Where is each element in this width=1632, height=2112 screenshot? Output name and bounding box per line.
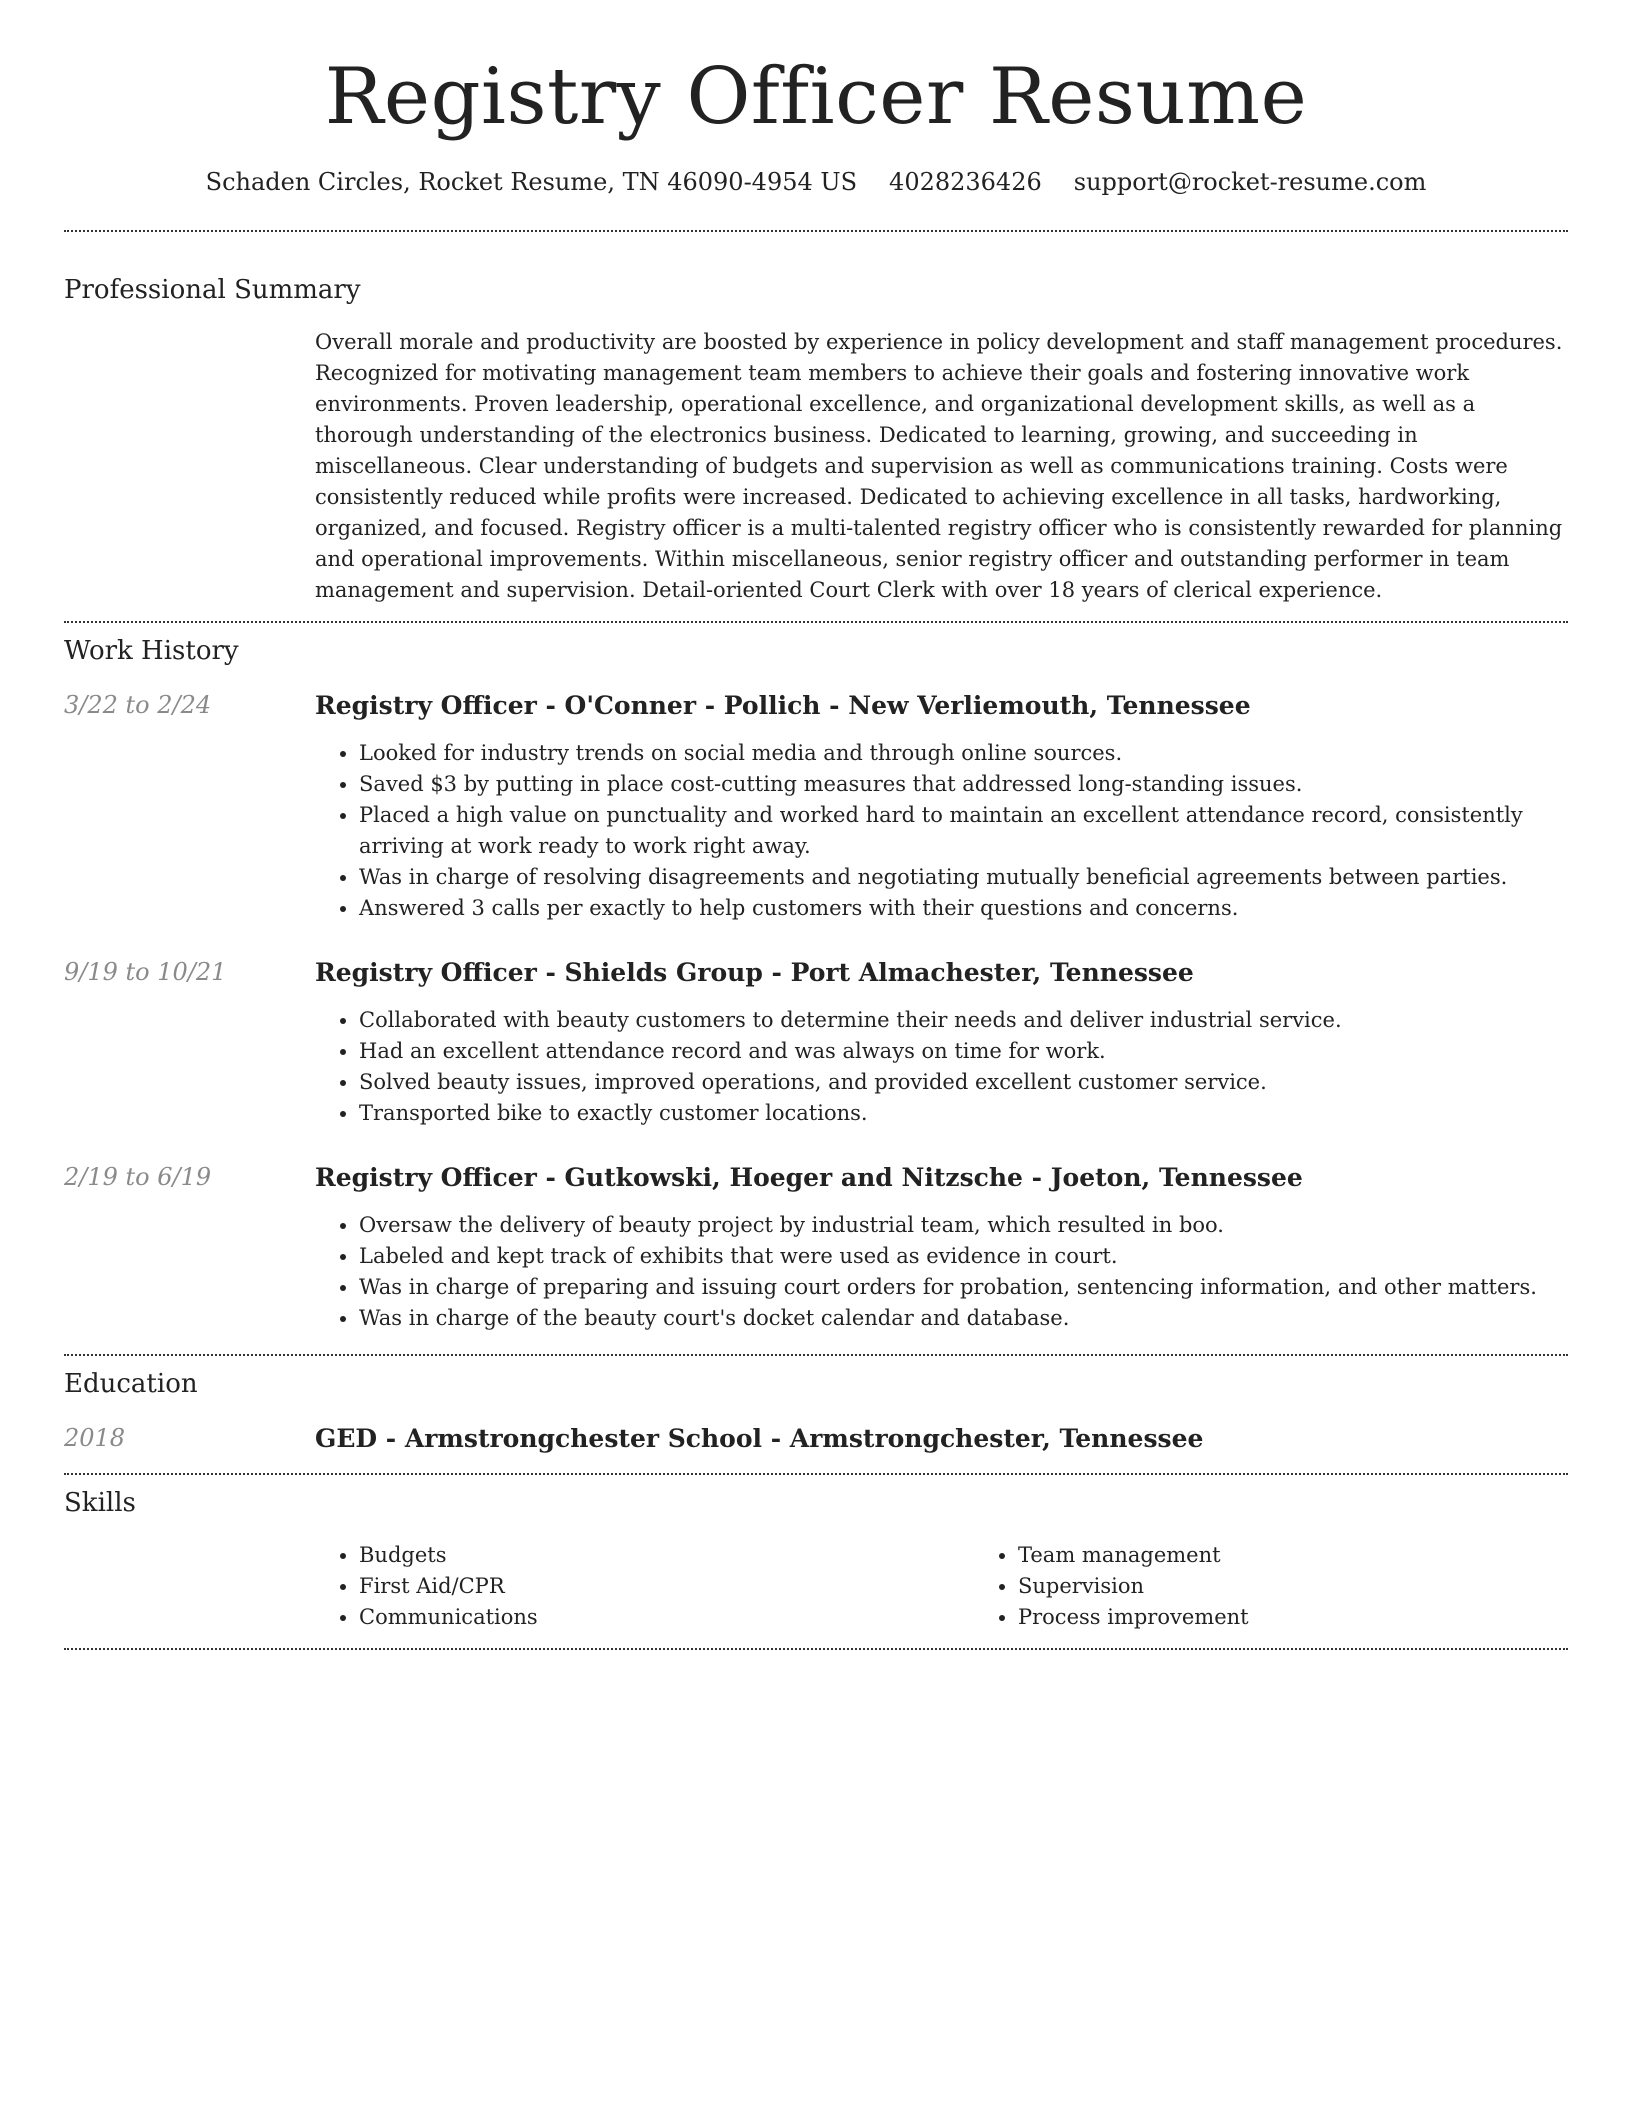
divider-work — [64, 1354, 1568, 1356]
summary-body — [315, 327, 1568, 606]
education-entry — [64, 1424, 1568, 1453]
job-bullet: • Oversaw the delivery of beauty project by industrial team, which resulted in boo. — [359, 1210, 1568, 1241]
job-dates: 2/19 to 6/19 — [64, 1163, 212, 1191]
education-year: 2018 — [64, 1424, 126, 1452]
skills-columns — [315, 1540, 1632, 1633]
job-entry — [64, 958, 1568, 1129]
summary-section — [64, 275, 1568, 606]
work-section — [64, 636, 1568, 1334]
job-body — [315, 958, 1568, 1129]
job-bullet: • Collaborated with beauty customers to determine their needs and deliver industrial service. — [359, 1005, 1568, 1036]
job-dates: 3/22 to 2/24 — [64, 691, 212, 719]
contact-email: support@rocket-resume.com — [1073, 168, 1427, 196]
skill-item: • Team management — [1018, 1540, 1632, 1571]
divider-education — [64, 1473, 1568, 1475]
skill-item: • First Aid/CPR — [359, 1571, 974, 1602]
job-bullet: • Was in charge of the beauty court's docket calendar and database. — [359, 1303, 1568, 1334]
job-title: Registry Officer - Shields Group - Port Almachester, Tennessee — [315, 958, 1194, 987]
job-bullet: • Placed a high value on punctuality and worked hard to maintain an excellent attendance record, consistently arriving at work ready to work right away. — [359, 800, 1568, 862]
job-bullets — [315, 1210, 1568, 1334]
divider-header — [64, 230, 1568, 232]
job-entry — [64, 691, 1568, 924]
work-heading: Work History — [64, 636, 239, 666]
education-degree: GED - Armstrongchester School - Armstrongchester, Tennessee — [315, 1424, 1204, 1453]
education-heading: Education — [64, 1369, 198, 1399]
divider-summary — [64, 621, 1568, 623]
job-bullet: • Looked for industry trends on social media and through online sources. — [359, 738, 1568, 769]
job-bullets — [315, 738, 1568, 924]
skill-item: • Process improvement — [1018, 1602, 1632, 1633]
skills-row — [64, 1540, 1568, 1633]
job-bullets — [315, 1005, 1568, 1129]
summary-heading: Professional Summary — [64, 275, 361, 305]
skills-list-left — [315, 1540, 974, 1633]
job-bullet: • Was in charge of resolving disagreements and negotiating mutually beneficial agreements between parties. — [359, 862, 1568, 893]
job-entry — [64, 1163, 1568, 1334]
job-bullet: • Labeled and kept track of exhibits that were used as evidence in court. — [359, 1241, 1568, 1272]
skills-list-right — [974, 1540, 1632, 1633]
job-title: Registry Officer - O'Conner - Pollich - New Verliemouth, Tennessee — [315, 691, 1251, 720]
education-section — [64, 1369, 1568, 1453]
contact-line — [64, 168, 1568, 196]
summary-row — [64, 327, 1568, 606]
skill-item: • Communications — [359, 1602, 974, 1633]
skills-heading: Skills — [64, 1488, 136, 1518]
summary-text: Overall morale and productivity are boosted by experience in policy development and staff management procedures. Recognized for motivating management team members to achieve their goals and fostering innovative work environments. Proven leadership, operational excellence, and organizational development skills, as well as a thorough understanding of the electronics business. Dedicated to learning, growing, and succeeding in miscellaneous. Clear understanding of budgets and supervision as well as communications training. Costs were consistently reduced while profits were increased. Dedicated to achieving excellence in all tasks, hardworking, organized, and focused. Registry officer is a multi-talented registry officer who is consistently rewarded for planning and operational improvements. Within miscellaneous, senior registry officer and outstanding performer in team management and supervision. Detail-oriented Court Clerk with over 18 years of clerical experience. — [315, 330, 1563, 602]
job-bullet: • Was in charge of preparing and issuing court orders for probation, sentencing information, and other matters. — [359, 1272, 1568, 1303]
job-bullet: • Saved $3 by putting in place cost-cutting measures that addressed long-standing issues. — [359, 769, 1568, 800]
job-bullet: • Solved beauty issues, improved operations, and provided excellent customer service. — [359, 1067, 1568, 1098]
contact-phone: 4028236426 — [889, 168, 1042, 196]
job-bullet: • Transported bike to exactly customer locations. — [359, 1098, 1568, 1129]
divider-skills — [64, 1648, 1568, 1650]
contact-address: Schaden Circles, Rocket Resume, TN 46090-4954 US — [205, 168, 858, 196]
job-bullet: • Answered 3 calls per exactly to help customers with their questions and concerns. — [359, 893, 1568, 924]
education-body — [315, 1424, 1568, 1453]
skill-item: • Budgets — [359, 1540, 974, 1571]
skill-item: • Supervision — [1018, 1571, 1632, 1602]
job-body — [315, 691, 1568, 924]
job-dates: 9/19 to 10/21 — [64, 958, 227, 986]
job-bullet: • Had an excellent attendance record and was always on time for work. — [359, 1036, 1568, 1067]
job-body — [315, 1163, 1568, 1334]
skills-section — [64, 1488, 1568, 1633]
job-title: Registry Officer - Gutkowski, Hoeger and Nitzsche - Joeton, Tennessee — [315, 1163, 1303, 1192]
resume-title: Registry Officer Resume — [324, 52, 1308, 142]
